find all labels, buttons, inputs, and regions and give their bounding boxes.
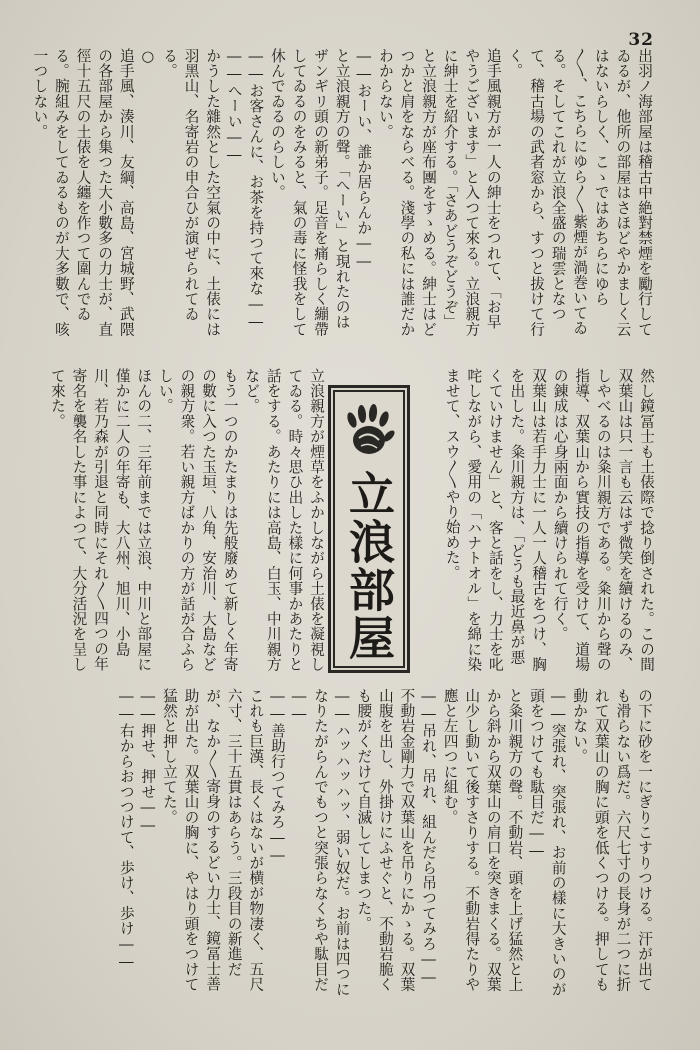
paragraph: の下に砂を一にぎりこすりつける。汗が出ても滑らない爲だ。六尺七寸の長身が二つに折れて双葉山の胸に頭を低くつける。押しても動かない。	[571, 688, 653, 992]
paragraph: かうした雜然とした空氣の中に、土俵には羽黑山、名寄岩の申合ひが演ぜられてゐる。	[160, 48, 222, 337]
paragraph: と粂川親方の聲。不動岩、頭を上げ猛然と上から斜から双葉山の肩口を突きまくる。双葉山少し動いて後すさりする。不動岩得たりや應と左四つに組む。	[441, 688, 524, 992]
dialogue-line: ――押せ、押せ――	[139, 688, 157, 835]
paragraph: もう一つのかたまりは先般廢めて新しく年寄の數に入つた玉垣、八角、安治川、大島などの親方衆。若い親方ばかりの方が話が合ふらしい。	[156, 368, 239, 672]
section-title-stamp	[328, 385, 410, 673]
hand-print-icon	[341, 400, 397, 462]
dialogue-line: ――突張れ、突張れ、お前の樣に大きいのが頭をつけても駄目だ――	[528, 688, 567, 997]
upper-text-block	[31, 48, 655, 343]
paragraph: これも巨漢、長くはないが横が物凄く、五尺六寸、三十五貫はあらう。三段目の新進だが、なか〳〵寄身のするどい力士、鏡冨士善助が出た。双葉山の胸に、やはり頭をつけて猛然と押し立てた。	[160, 688, 265, 992]
paragraph: 出羽ノ海部屋は稽古中絶對禁煙を勵行してゐるが、他所の部屋はさほどやかましく云はないらしく、こゝではあちらにゆら〳〵、こちらにゆら〳〵紫煙が渦巻いてゐる。そしてこれが立浪全盛の瑞雲となつて、稽古場の武者窓から、すつと拔けて行く。	[506, 48, 653, 337]
paragraph: 不動岩金剛力で双葉山を吊りにかゝる。双葉山腹を出し、外掛けにふせぐと、不動岩脆くも腰がくだけて自滅してしまつた。	[355, 688, 416, 992]
paragraph: 然し鏡冨士も土俵際で捻り倒された。この間双葉山は只一言も云はず微笑を續けるのみ、しやべるのは粂川親方である。粂川から聲の指導、双葉山から實技の指導を受けて、道場の錬成は心身兩面から續けられて行く。	[551, 368, 655, 672]
dialogue-line: ――吊れ、吊れ、組んだら吊つてみろ――	[420, 688, 438, 987]
paragraph: 追手風親方が一人の紳士をつれて、「お早やうございます」と入つて來る。立浪親方に紳士を紹介する。「さあどうぞどうぞ」と立浪親方が座布團をすゝめる。紳士はどつかと肩をならべる。淺學の私には誰だかわからない。	[376, 48, 502, 337]
dialogue-line: ――お客さんに、お茶を持つて來な――	[247, 48, 265, 332]
paragraph: ほんの二、三年前までは立浪、中川と部屋に僅かに二人の年寄も、大八州、旭川、小島川、若乃森が引退と同時にそれ〳〵四つの年寄名を襲名した事によつて、大分活況を呈して來た。	[48, 368, 153, 672]
section-marker: ○	[139, 48, 157, 66]
section-title: 立浪部屋	[342, 469, 396, 662]
dialogue-line: ――おーい、誰か居らんか――	[355, 48, 373, 271]
middle-right-text-block	[412, 368, 657, 678]
lower-text-block	[75, 688, 655, 998]
dialogue-line: ――右からおつつけて、歩け、歩け――	[117, 688, 135, 972]
dialogue-line: ――へーい――	[225, 48, 243, 164]
dialogue-line: ――善助行つてみろ――	[268, 688, 286, 865]
paragraph: 立浪親方が煙草をふかしながら土俵を凝視してゐる。時々思ひ出した樣に何事かあたりと話をする。あたりには高島、白玉、中川親方など。	[243, 368, 325, 672]
page-number: 32	[628, 30, 654, 50]
paragraph: と立浪親方の聲。「へーい」と現れたのはザンギリ頭の新弟子。足音を痛らしく繃帶してゐるのをみると、氣の毒に怪我をして休んでゐるのらしい。	[268, 48, 351, 337]
paragraph: 双葉山は若手力士に一人一人稽古をつけ、胸を出した。粂川親方は、「どうも最近鼻が悪くていけません」と、客と話をし、力士を叱咤しながら、愛用の「ハナトオル」を綿に染ませて、スウ〳〵やり始めた。	[443, 368, 548, 672]
dialogue-line: ――ハッハッハッ、弱い奴だ。お前は四つになりたがらんでもつと突張らなくちや駄目だ――	[290, 688, 351, 997]
paragraph: 追手風、湊川、友綱、高島、宮城野、武隈の各部屋から集つた大小數多の力士が、直徑十五尺の土俵を人纏を作つて圍んでゐる。腕組みをしてゐるものが大多數で、咳一つしない。	[31, 48, 135, 337]
middle-left-text-block	[48, 368, 327, 678]
